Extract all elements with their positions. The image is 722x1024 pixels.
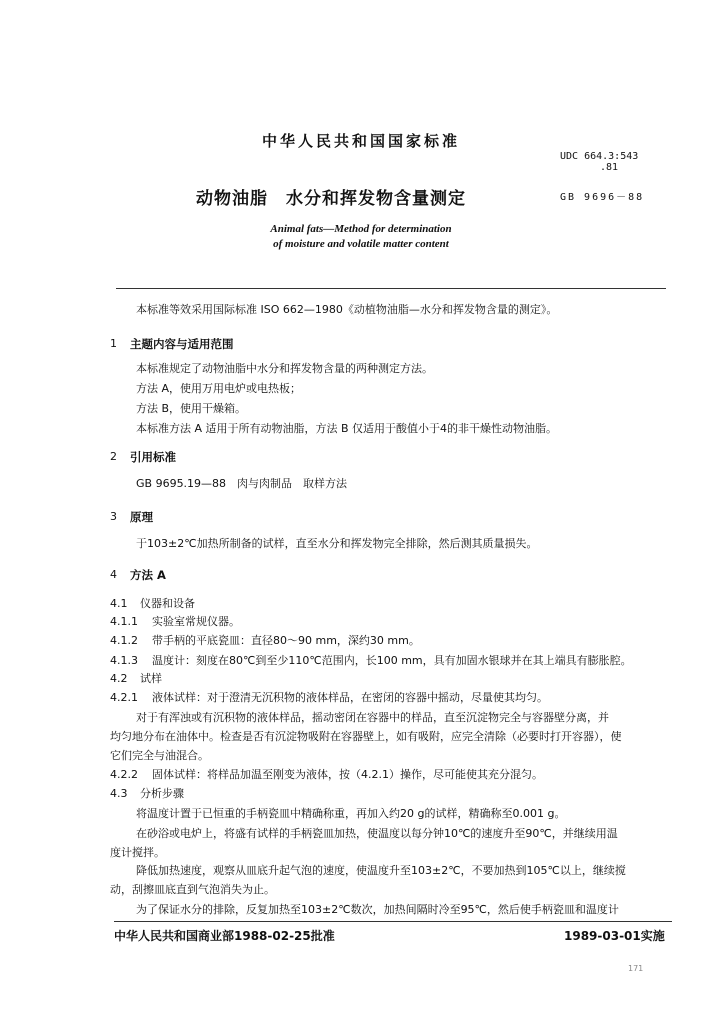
approval-info: 中华人民共和国商业部1988-02-25批准 [114,929,335,943]
header-divider [116,288,666,289]
section-3-para-1: 于103±2℃加热所制备的试样，直至水分和挥发物完全排除，然后测其质量损失。 [136,537,538,550]
section-4-title: 方法 A [130,568,166,582]
gb-code: GB 9696－88 [560,192,645,203]
section-1-number: 1 [110,337,117,350]
page-number: 171 [628,964,644,973]
section-4-2-1-number: 4.2.1 [110,691,138,704]
section-4-2-1-line-2: 对于有浑浊或有沉积物的液体样品，摇动密闭在容器中的样品，直至沉淀物完全与容器壁分离，并 [136,711,609,724]
english-title-line1: Animal fats—Method for determination [270,223,452,235]
section-4-2-2-number: 4.2.2 [110,768,138,781]
section-4-3-line-1: 将温度计置于已恒重的手柄瓷皿中精确称重，再加入约20 g的试样，精确称至0.001 g。 [136,807,566,820]
section-1-para-4: 本标准方法 A 适用于所有动物油脂，方法 B 仅适用于酸值小于4的非干燥性动物油脂。 [136,422,558,435]
section-4-1-2-text: 带手柄的平底瓷皿：直径80～90 mm，深约30 mm。 [152,634,420,647]
section-4-1-1-text: 实验室常规仪器。 [152,615,240,628]
section-4-3-line-6: 为了保证水分的排除，反复加热至103±2℃数次，加热间隔时冷至95℃，然后使手柄瓷皿和温度计 [136,903,619,916]
section-4-1-1-number: 4.1.1 [110,615,138,628]
section-1-title: 主题内容与适用范围 [130,337,234,351]
section-2-title: 引用标准 [130,450,176,464]
section-4-2-2-text: 固体试样：将样品加温至刚变为液体，按（4.2.1）操作，尽可能使其充分混匀。 [152,768,543,781]
section-4-2-number: 4.2 [110,672,128,685]
section-2-para-1: GB 9695.19—88 肉与肉制品 取样方法 [136,477,348,490]
section-2-number: 2 [110,450,117,463]
document-title: 动物油脂 水分和挥发物含量测定 [196,189,466,209]
section-4-3-title: 分析步骤 [140,787,184,800]
udc-number-cont: .81 [600,162,619,173]
section-4-1-3-number: 4.1.3 [110,654,138,667]
section-4-2-1-line-3: 均匀地分布在油体中。检查是否有沉淀物吸附在容器壁上，如有吸附，应完全清除（必要时打开容器），使 [110,730,622,743]
section-3-number: 3 [110,510,117,523]
section-4-2-1-line-4: 它们完全与油混合。 [110,749,209,762]
implementation-date: 1989-03-01实施 [564,929,665,943]
section-4-2-1-text: 液体试样：对于澄清无沉积物的液体样品，在密闭的容器中摇动，尽量使其均匀。 [152,691,548,704]
section-1-para-3: 方法 B，使用干燥箱。 [136,402,247,415]
intro-text: 本标准等效采用国际标准 ISO 662—1980《动植物油脂—水分和挥发物含量的测定》。 [136,303,558,316]
section-4-3-line-2: 在砂浴或电炉上，将盛有试样的手柄瓷皿加热，使温度以每分钟10℃的速度升至90℃，并继续用温 [136,827,618,840]
section-4-number: 4 [110,568,117,581]
section-1-para-1: 本标准规定了动物油脂中水分和挥发物含量的两种测定方法。 [136,362,433,375]
section-4-2-title: 试样 [140,672,162,685]
section-4-1-2-number: 4.1.2 [110,634,138,647]
section-4-3-line-3: 度计搅拌。 [110,846,165,859]
section-4-3-number: 4.3 [110,787,128,800]
section-4-1-3-text: 温度计：刻度在80℃到至少110℃范围内，长100 mm，具有加固水银球并在其上端具有膨胀腔。 [152,654,632,667]
udc-number: UDC 664.3:543 [560,151,639,162]
section-1-para-2: 方法 A，使用万用电炉或电热板； [136,382,302,395]
english-title-line2: of moisture and volatile matter content [273,238,449,250]
section-4-1-title: 仪器和设备 [140,597,195,610]
national-standard-heading: 中华人民共和国国家标准 [261,132,460,150]
footer-divider [114,921,672,922]
section-4-3-line-4: 降低加热速度，观察从皿底升起气泡的速度，使温度升至103±2℃，不要加热到105℃以上，继续搅 [136,864,626,877]
section-4-1-number: 4.1 [110,597,128,610]
section-3-title: 原理 [130,510,153,524]
section-4-3-line-5: 动，刮擦皿底直到气泡消失为止。 [110,883,275,896]
